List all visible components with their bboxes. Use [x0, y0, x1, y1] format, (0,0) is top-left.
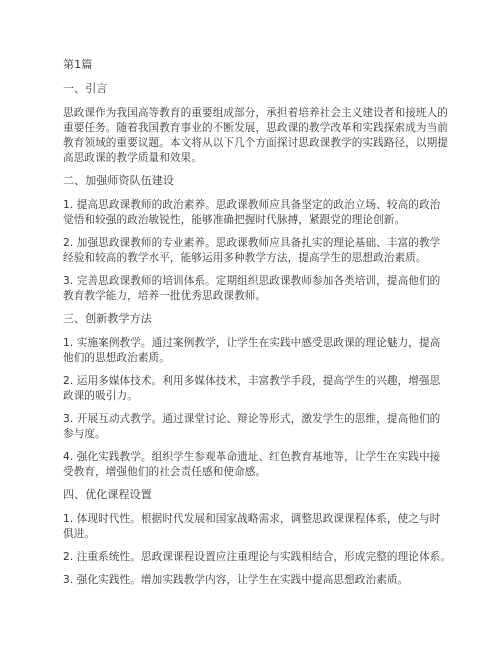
document-title: 第1篇 [63, 58, 93, 71]
list-item-line: 受教育，增强他们的社会责任感和使命感。 [63, 466, 267, 478]
section-heading-methods: 三、创新教学方法 [63, 312, 152, 325]
list-item-line: 经验和较高的教学水平，能够运用多种教学方法，提高学生的思想政治素质。 [63, 252, 427, 264]
list-item-line: 1. 提高思政课教师的政治素养。思政课教师应具备坚定的政治立场、较高的政治 [63, 199, 441, 211]
list-item-line: 俱进。 [63, 528, 96, 540]
list-item-line: 2. 运用多媒体技术。利用多媒体技术，丰富教学手段，提高学生的兴趣，增强思 [63, 375, 441, 387]
list-item-line: 4. 强化实践教学。组织学生参观革命遗址、红色教育基地等，让学生在实践中接 [63, 451, 441, 463]
list-item-line: 觉悟和较强的政治敏锐性，能够准确把握时代脉搏，紧跟党的理论创新。 [63, 214, 406, 226]
section-heading-curriculum: 四、优化课程设置 [63, 488, 152, 501]
section-heading-intro: 一、引言 [63, 82, 108, 95]
list-item-line: 参与度。 [63, 428, 106, 440]
list-item-line: 3. 开展互动式教学。通过课堂讨论、辩论等形式，激发学生的思维，提高他们的 [63, 413, 441, 425]
list-item-line: 3. 强化实践性。增加实践教学内容，让学生在实践中提高思想政治素质。 [63, 574, 409, 586]
paragraph-line: 高思政课的教学质量和效果。 [63, 152, 203, 164]
list-item-line: 教育教学能力，培养一批优秀思政课教师。 [63, 290, 267, 302]
list-item-line: 他们的思想政治素质。 [63, 352, 170, 364]
list-item-line: 1. 实施案例教学。通过案例教学，让学生在实践中感受思政课的理论魅力，提高 [63, 337, 441, 349]
list-item-line: 3. 完善思政课教师的培训体系。定期组织思政课教师参加各类培训，提高他们的 [63, 275, 441, 287]
paragraph-line: 思政课作为我国高等教育的重要组成部分，承担着培养社会主义建设者和接班人的 [63, 107, 448, 119]
paragraph-line: 重要任务。随着我国教育事业的不断发展，思政课的教学改革和实践探索成为当前 [63, 122, 448, 134]
list-item-line: 2. 注重系统性。思政课课程设置应注重理论与实践相结合，形成完整的理论体系。 [63, 551, 452, 563]
list-item-line: 2. 加强思政课教师的专业素养。思政课教师应具备扎实的理论基础、丰富的教学 [63, 237, 441, 249]
list-item-line: 政课的吸引力。 [63, 390, 138, 402]
paragraph-line: 教育领域的重要议题。本文将从以下几个方面探讨思政课教学的实践路径，以期提 [63, 137, 448, 149]
list-item-line: 1. 体现时代性。根据时代发展和国家战略需求，调整思政课课程体系，使之与时 [63, 513, 441, 525]
section-heading-teachers: 二、加强师资队伍建设 [63, 174, 174, 187]
